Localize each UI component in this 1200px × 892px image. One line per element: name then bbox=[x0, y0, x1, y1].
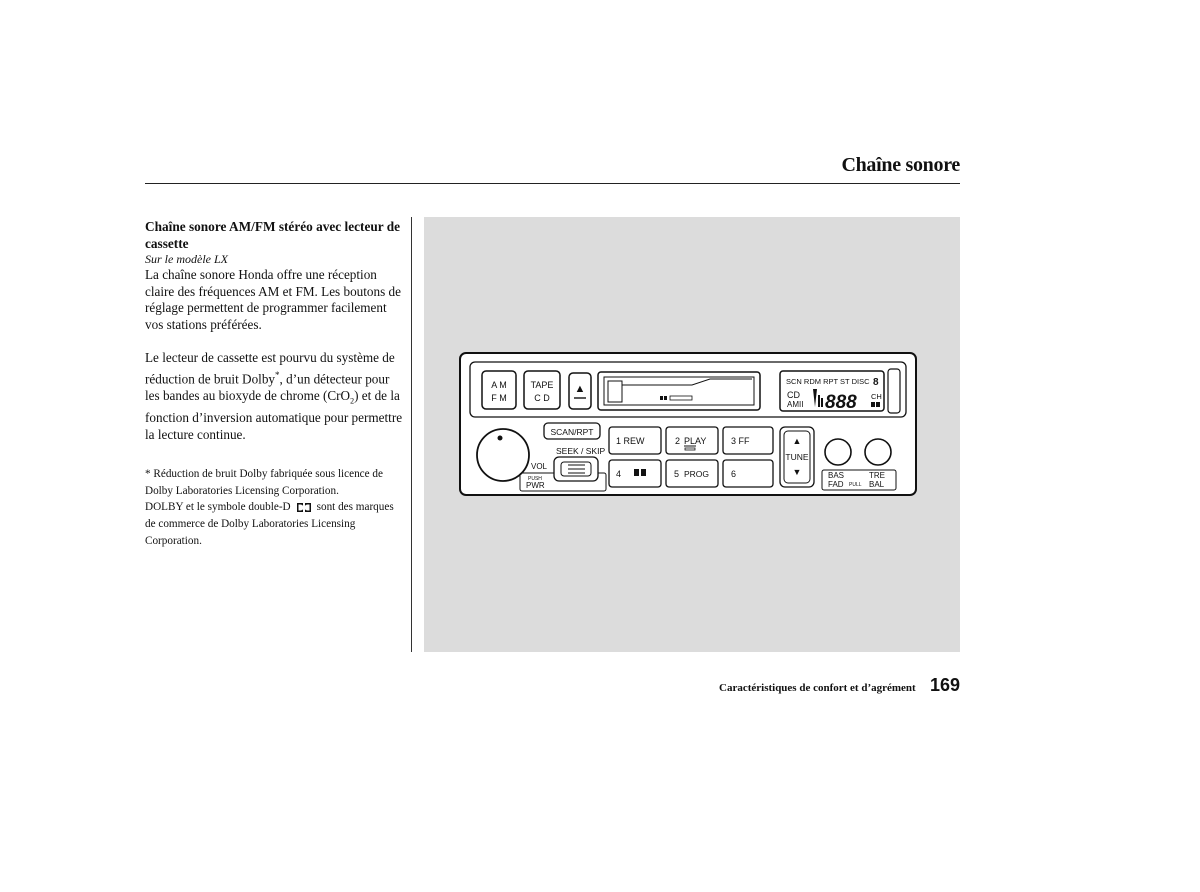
header-rule bbox=[145, 183, 960, 184]
tre-label: TRE bbox=[869, 471, 885, 480]
footnote-line2-a: DOLBY et le symbole double-D bbox=[145, 501, 291, 514]
preset-3-label: 3 FF bbox=[731, 436, 750, 446]
treble-balance-knob[interactable] bbox=[865, 439, 891, 465]
pwr-label: PWR bbox=[526, 481, 545, 490]
display-indicators: SCN RDM RPT ST DISC bbox=[786, 377, 870, 386]
text-column bbox=[145, 218, 403, 550]
display-cd: CD bbox=[787, 390, 800, 400]
tune-label: TUNE bbox=[785, 452, 809, 462]
preset-4-label: 4 bbox=[616, 469, 622, 479]
bas-label: BAS bbox=[828, 471, 845, 480]
tape-label: TAPE bbox=[530, 380, 554, 390]
am-label: A M bbox=[491, 380, 507, 390]
footnote-star: * bbox=[145, 467, 151, 480]
cd-label: C D bbox=[534, 393, 550, 403]
bal-label: BAL bbox=[869, 480, 885, 489]
push-label: PUSH bbox=[528, 476, 542, 482]
paragraph-cassette-part1: Le lecteur de cassette est pourvu du système de réduction de bruit Dolby bbox=[145, 350, 395, 387]
am-fm-button[interactable] bbox=[482, 371, 516, 409]
section-title: Chaîne sonore AM/FM stéréo avec lecteur de cassette bbox=[145, 219, 401, 251]
paragraph-cassette-part2: , d’un détecteur pour les bandes au bioxyde de chrome (CrO bbox=[145, 371, 390, 404]
page-title: Chaîne sonore bbox=[841, 154, 960, 176]
preset-2-number: 2 bbox=[675, 436, 681, 446]
subscript-2: 2 bbox=[350, 396, 355, 406]
preset-5-number: 5 bbox=[674, 469, 680, 479]
preset-6-label: 6 bbox=[731, 469, 737, 479]
vol-label: VOL bbox=[531, 462, 548, 471]
display-ch: CH bbox=[871, 392, 882, 401]
tape-cd-button[interactable] bbox=[524, 371, 560, 409]
tune-down-icon: ▼ bbox=[792, 467, 802, 477]
page-number: 169 bbox=[930, 675, 961, 695]
preset-5-label: PROG bbox=[684, 469, 710, 479]
seek-skip-label: SEEK / SKIP bbox=[556, 446, 606, 456]
footnote-line2-b: sont des marques de commerce de Dolby Laboratories Licensing Corporation. bbox=[145, 501, 394, 548]
dolby-double-d-icon bbox=[297, 503, 311, 512]
column-divider bbox=[411, 217, 412, 652]
bass-fader-knob[interactable] bbox=[825, 439, 851, 465]
fm-label: F M bbox=[491, 393, 507, 403]
scan-rpt-label: SCAN/RPT bbox=[550, 427, 594, 437]
footer-section-name: Caractéristiques de confort et d’agrément bbox=[719, 682, 916, 694]
display-amfm: AMII bbox=[787, 400, 804, 409]
eject-icon: ▲ bbox=[574, 383, 586, 395]
footnote-marker: * bbox=[275, 370, 280, 381]
preset-1-label: 1 REW bbox=[616, 436, 645, 446]
footnote-line1: Réduction de bruit Dolby fabriquée sous licence de Dolby Laboratories Licensing Corporation. bbox=[145, 467, 383, 497]
display-digits: 888 bbox=[825, 392, 857, 413]
pull-label: PULL bbox=[849, 482, 862, 488]
paragraph-cassette-part3: ) et de la fonction d’inversion automatique pour permettre la lecture continue. bbox=[145, 388, 403, 443]
display-disc-digit: 8 bbox=[873, 377, 879, 388]
model-note: Sur le modèle LX bbox=[145, 252, 228, 266]
tune-up-icon: ▲ bbox=[792, 436, 802, 446]
preset-2-label: PLAY bbox=[684, 436, 707, 446]
radio-illustration bbox=[458, 351, 920, 499]
fad-label: FAD bbox=[828, 480, 844, 489]
footnote bbox=[145, 466, 403, 550]
paragraph-intro: La chaîne sonore Honda offre une réception claire des fréquences AM et FM. Les boutons de réglage permettent de programmer facilement vos stations préférées. bbox=[145, 267, 401, 333]
paragraph-cassette bbox=[145, 350, 403, 444]
